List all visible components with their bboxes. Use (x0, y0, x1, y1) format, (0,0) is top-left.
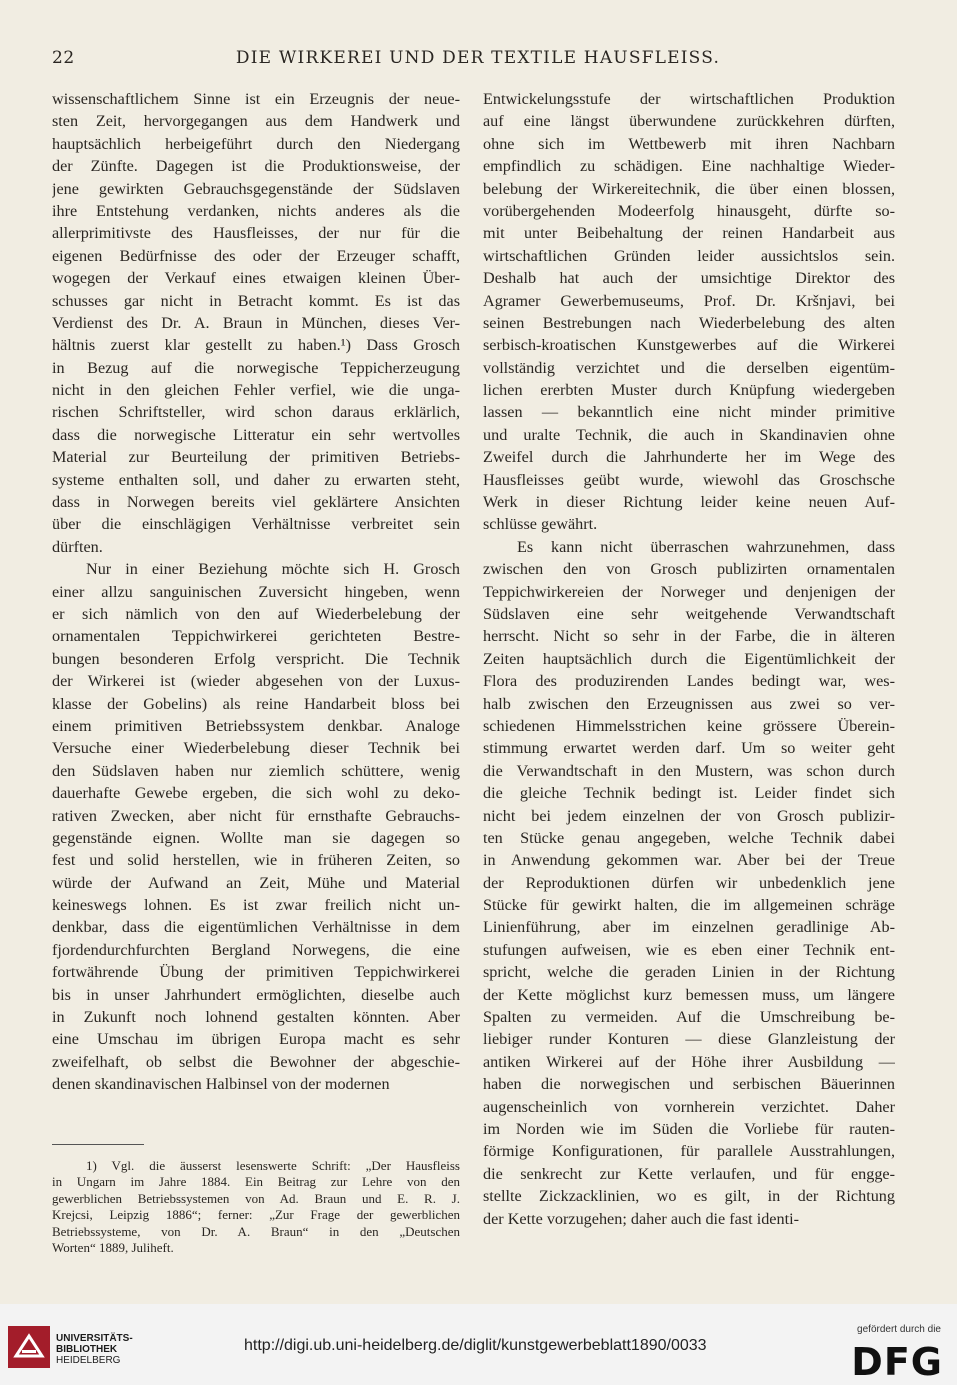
text-line: wogegen der Verkauf eines etwaigen kleinen Über- (52, 269, 460, 288)
text-line: schiedenen Himmelsstrichen keine grössere Überein- (483, 716, 895, 735)
text-line: stimmung erwartet werden darf. Um so weiter geht (483, 739, 895, 758)
text-line: Teppichwirkereien der Norweger und denjenigen der (483, 582, 895, 601)
text-line: haben die norwegischen und serbischen Bäuerinnen (483, 1075, 895, 1094)
source-url-link[interactable]: http://digi.ub.uni-heidelberg.de/diglit/kunstgewerbeblatt1890/0033 (244, 1337, 707, 1354)
text-line: sten Zeit, hervorgegangen aus dem Handwerk und (52, 112, 460, 131)
text-line: dass in Norwegen bereits viel geklärtere Ansichten (52, 493, 460, 512)
library-name[interactable] (56, 1333, 133, 1366)
text-line: liebiger runder Konturen — diese Glanzleistung der (483, 1030, 895, 1049)
text-line: förmige Konfigurationen, für parallele Ausstrahlungen, (483, 1142, 895, 1161)
footnote-line: Worten“ 1889, Juliheft. (52, 1239, 174, 1255)
text-line: zweifelhaft, ob selbst die Bewohner der abgeschie- (52, 1052, 460, 1071)
footnote-line: Betriebssysteme, von Dr. A. Braun“ in den „Deutschen (52, 1223, 460, 1239)
text-line: ihre Entstehung verdanken, nichts anderes als die (52, 201, 460, 220)
text-line: einer allzu sanguinischen Zuversicht hingeben, wenn (52, 582, 460, 601)
text-line: seinen Bestrebungen nach Wiederbelebung des alten (483, 313, 895, 332)
left-column (52, 88, 460, 1096)
university-logo-icon[interactable] (8, 1326, 50, 1368)
footnote-divider (52, 1144, 144, 1145)
funded-by-label: gefördert durch die (857, 1324, 941, 1335)
text-line: denkbar, dass die eigentümlichen Verhältnisse in dem (52, 918, 460, 937)
library-name-line: UNIVERSITÄTS- (56, 1333, 133, 1344)
text-line: Zweifel durch die Jahrhunderte her im Wege des (483, 448, 895, 467)
text-line: wissenschaftlichem Sinne ist ein Erzeugnis der neue- (52, 90, 460, 108)
text-line: hauptsächlich herbeigeführt durch den Niedergang (52, 134, 460, 153)
text-line: wirtschaftlichen Gründen leider aussichtslos sein. (483, 246, 895, 265)
footnote-line: in Ungarn im Jahre 1884. Ein Beitrag zur Lehre von den (52, 1174, 460, 1190)
page-number: 22 (52, 48, 75, 68)
text-line: schlüsse gewährt. (483, 515, 598, 534)
text-line: Verdienst des Dr. A. Braun in München, dieses Ver- (52, 313, 460, 332)
text-line: auf eine längst überwundene zurückkehren dürften, (483, 112, 895, 131)
text-line: Es kann nicht überraschen wahrzunehmen, dass (517, 537, 895, 556)
text-line: eine Umschau im übrigen Europa macht es sehr (52, 1030, 460, 1049)
text-line: ohne sich im Wettbewerb mit ihren Nachbarn (483, 134, 895, 153)
text-line: augenscheinlich von vornherein verzichtet. Daher (483, 1097, 895, 1116)
text-line: fest und solid herstellen, wie in früheren Zeiten, so (52, 851, 460, 870)
right-column (483, 88, 895, 1230)
text-line: er sich nämlich von den auf Wiederbelebung der (52, 604, 460, 623)
text-line: Agramer Gewerbemuseums, Prof. Dr. Kršnjavi, bei (483, 291, 895, 310)
text-line: halb zwischen den Erzeugnissen aus zwei so ver- (483, 694, 895, 713)
text-line: ten Stücke genau angegeben, welche Technik dabei (483, 828, 895, 847)
text-line: belebung der Wirkereitechnik, die über einen blossen, (483, 179, 895, 198)
text-line: lichen ererbten Muster durch Knüpfung wiedergeben (483, 381, 895, 400)
library-name-line: HEIDELBERG (56, 1355, 121, 1366)
viewer-footer (0, 1304, 957, 1385)
text-line: lassen — bekanntlich eine nicht minder primitive (483, 403, 895, 422)
text-line: klasse der Gobelins) als reine Handarbeit bloss bei (52, 694, 460, 713)
text-line: Südslaven eine sehr weitgehende Verwandtschaft (483, 604, 895, 623)
text-line: keineswegs lohnen. Es ist zwar freilich nicht un- (52, 896, 460, 915)
text-line: Nur in einer Beziehung möchte sich H. Grosch (86, 560, 460, 579)
text-line: einem primitiven Betriebssystem denkbar. Analoge (52, 716, 460, 735)
text-line: bis in unser Jahrhundert ermöglichten, dieselbe auch (52, 985, 460, 1004)
text-line: vorübergehenden Modeerfolg hinausgeht, dürfte so- (483, 201, 895, 220)
text-line: über die einschlägigen Verhältnisse verbreitet sein (52, 515, 460, 534)
text-line: ornamentalen Teppichwirkerei gerichteten Bestre- (52, 627, 460, 646)
text-line: der Reproduktionen dürfen wir unbedenklich jene (483, 873, 895, 892)
text-line: dürften. (52, 537, 103, 556)
text-line: Material zur Beurteilung der primitiven Betriebs- (52, 448, 460, 467)
text-line: serbisch-kroatischen Kunstgewerbes auf die Wirkerei (483, 336, 895, 355)
text-line: die Verwandtschaft in den Mustern, was schon durch (483, 761, 895, 780)
footnote-line: gewerblichen Betriebssystemen von Ad. Braun und E. R. J. (52, 1190, 460, 1206)
text-line: in Anwendung gekommen war. Aber bei der Treue (483, 851, 895, 870)
text-line: gegenstände eignen. Wollte man sie dagegen so (52, 828, 460, 847)
text-line: fortwährende Übung der primitiven Teppichwirkerei (52, 963, 460, 982)
page-header (52, 48, 904, 78)
text-line: Hausfleisses geübt wurde, wiewohl das Groschsche (483, 470, 895, 489)
text-line: nicht in den gleichen Fehler verfiel, wie die unga- (52, 381, 460, 400)
text-line: in Zukunft noch lohnend gestalten könnten. Aber (52, 1008, 460, 1027)
text-line: bungen besonderen Erfolg verspricht. Die Technik (52, 649, 460, 668)
footnote-line: Krejcsi, Leipzig 1886“; ferner: „Zur Frage der gewerblichen (52, 1207, 460, 1223)
text-line: schusses gar nicht in Betracht kommt. Es ist das (52, 291, 460, 310)
text-line: denen skandinavischen Halbinsel von der modernen (52, 1075, 390, 1094)
text-line: würde der Aufwand an Zeit, Mühe und Material (52, 873, 460, 892)
text-line: mit unter Beibehaltung der reinen Handarbeit aus (483, 224, 895, 243)
text-line: stufungen aufweisen, wie es eben einer Technik ent- (483, 940, 895, 959)
text-line: die senkrecht zur Kette verlaufen, und für engge- (483, 1164, 895, 1183)
text-line: zwischen den von Grosch publizirten ornamentalen (483, 560, 895, 579)
text-line: systeme enthalten soll, und daher zu erwarten steht, (52, 470, 460, 489)
text-line: spricht, welche die geraden Linien in der Richtung (483, 963, 895, 982)
text-line: hältnis zuerst klar gestellt zu haben.¹) Dass Grosch (52, 336, 460, 355)
text-line: der Zünfte. Dagegen ist die Produktionsweise, der (52, 157, 460, 176)
text-line: dass die norwegische Litteratur ein sehr wertvolles (52, 425, 460, 444)
text-line: Stücke für gewirkt halten, die im allgemeinen schräge (483, 896, 895, 915)
text-line: rativen Zwecken, aber nicht für ernsthafte Gebrauchs- (52, 806, 460, 825)
text-line: stellte Zickzacklinien, wo es gilt, in der Richtung (483, 1187, 895, 1206)
text-line: vollständig verzichtet und die derselben eigentüm- (483, 358, 895, 377)
footnote-line: 1) Vgl. die äusserst lesenswerte Schrift: „Der Hausfleiss (86, 1158, 460, 1173)
text-line: empfindlich zu schädigen. Eine nachhaltige Wieder- (483, 157, 895, 176)
footnotes (52, 1158, 460, 1256)
text-line: den Südslaven haben nur ziemlich schüttere, wenig (52, 761, 460, 780)
text-line: antiken Wirkerei auf der Höhe ihrer Ausbildung — (483, 1052, 895, 1071)
dfg-logo[interactable]: DFG (851, 1340, 943, 1384)
text-line: der Wirkerei ist (wieder abgesehen von der Luxus- (52, 672, 460, 691)
text-line: der Kette möglichst kurz bemessen muss, um längere (483, 985, 895, 1004)
text-line: Linienführung, aber im einzelnen geradlinige Ab- (483, 918, 895, 937)
text-line: herrscht. Nicht so sehr in der Farbe, die in älteren (483, 627, 895, 646)
text-line: Zeiten hauptsächlich durch die Eigentümlichkeit der (483, 649, 895, 668)
text-line: jene gewirkten Gebrauchsgegenstände der Südslaven (52, 179, 460, 198)
text-line: Spalten zu vermeiden. Auf die Umschreibung be- (483, 1008, 895, 1027)
text-line: fjordendurchfurchten Bergland Norwegens, die eine (52, 940, 460, 959)
text-line: allerprimitivste des Hausfleisses, der nur für die (52, 224, 460, 243)
text-line: nicht bei jedem einzelnen der von Grosch publizir- (483, 806, 895, 825)
text-line: dauerhafte Gewebe ergeben, die sich wohl zu deko- (52, 784, 460, 803)
text-line: im Norden wie im Süden die Vorliebe für rauten- (483, 1119, 895, 1138)
text-line: Entwickelungsstufe der wirtschaftlichen Produktion (483, 90, 895, 108)
library-name-line: BIBLIOTHEK (56, 1344, 118, 1355)
text-line: Werk in dieser Richtung leider keine neuen Auf- (483, 493, 895, 512)
text-line: und uralte Technik, die auch in Skandinavien ohne (483, 425, 895, 444)
text-line: in Bezug auf die norwegische Teppicherzeugung (52, 358, 460, 377)
text-line: Versuche einer Wiederbelebung dieser Technik bei (52, 739, 460, 758)
text-line: die gleiche Technik bedingt ist. Leider findet sich (483, 784, 895, 803)
text-line: der Kette vorzugehen; daher auch die fast identi- (483, 1209, 799, 1228)
running-title: DIE WIRKEREI UND DER TEXTILE HAUSFLEISS. (235, 48, 721, 68)
text-line: Deshalb hat auch der umsichtige Direktor des (483, 269, 895, 288)
text-line: Flora des produzirenden Landes bedingt war, wes- (483, 672, 895, 691)
text-line: rischen Schriftsteller, wird schon daraus erklärlich, (52, 403, 460, 422)
text-line: eigenen Bedürfnisse des oder der Erzeuger schafft, (52, 246, 460, 265)
